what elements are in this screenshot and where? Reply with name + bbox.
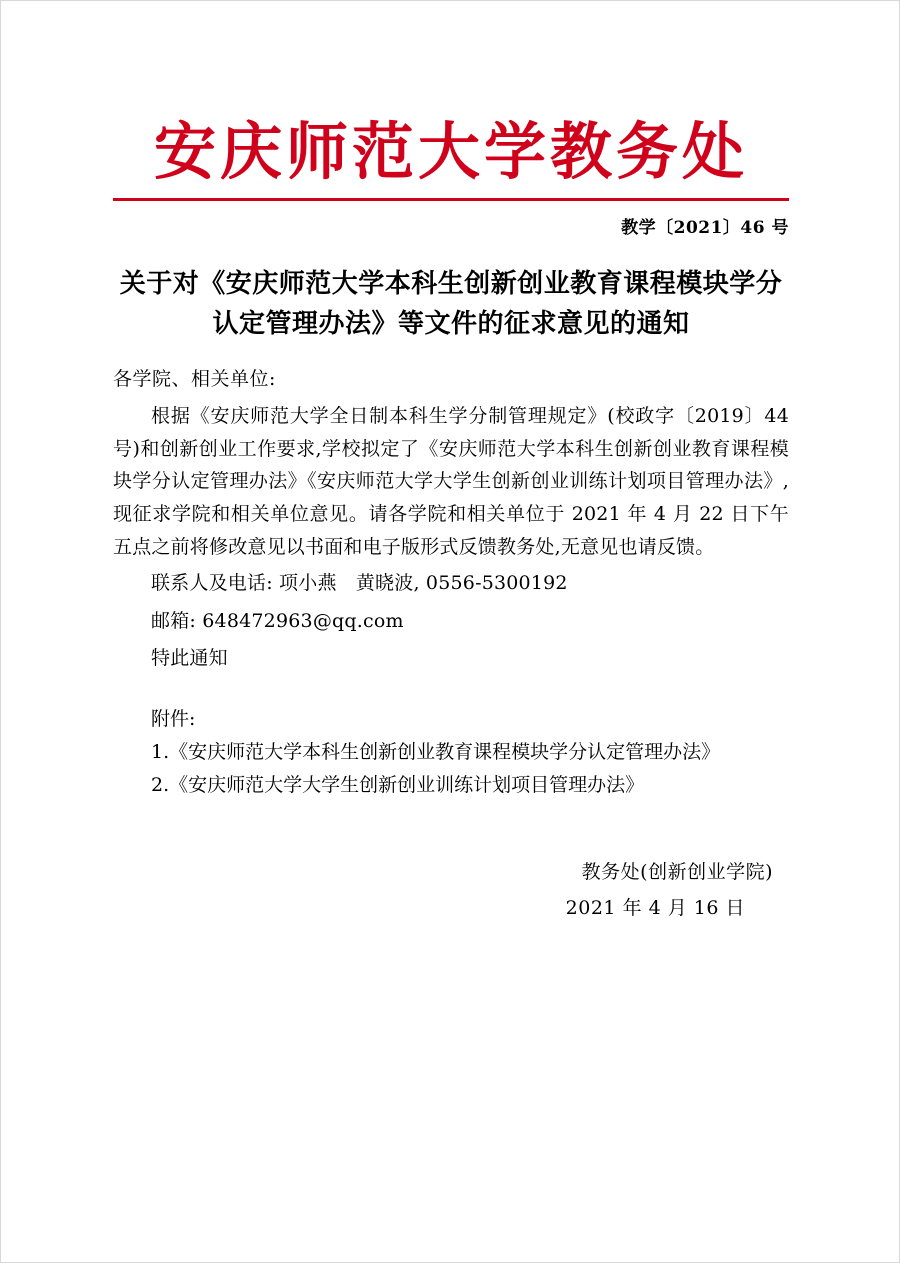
signature-date: 2021 年 4 月 16 日 xyxy=(565,896,745,919)
page-title: 关于对《安庆师范大学本科生创新创业教育课程模块学分认定管理办法》等文件的征求意见的通知 xyxy=(119,269,783,340)
signature-block xyxy=(113,854,789,926)
body-paragraph: 根据《安庆师范大学全日制本科生学分制管理规定》(校政字〔2019〕44 号)和创新创业工作要求,学校拟定了《安庆师范大学本科生创新创业教育课程模块学分认定管理办法》《安庆师范大学大学生创新创业训练计划项目管理办法》,现征求学院和相关单位意见。请各学院和相关单位于 2021 年 4 月 22 日下午五点之前将修改意见以书面和电子版形式反馈教务处,无意见也请反馈。 xyxy=(113,405,789,558)
salutation: 各学院、相关单位: xyxy=(113,367,276,390)
spacer xyxy=(113,675,789,701)
contact-line: 联系人及电话: 项小燕 黄晓波, 0556-5300192 xyxy=(151,572,568,595)
closing-line: 特此通知 xyxy=(151,646,228,669)
document-number: 教学〔2021〕46 号 xyxy=(621,218,789,239)
attachment-item-1: 1.《安庆师范大学本科生创新创业教育课程模块学分认定管理办法》 xyxy=(151,741,721,764)
email-line: 邮箱: 648472963@qq.com xyxy=(151,609,404,632)
document-content xyxy=(113,1,789,926)
signature-organization: 教务处(创新创业学院) xyxy=(581,860,773,883)
issuing-organization-title: 安庆师范大学教务处 xyxy=(153,115,748,188)
letterhead-divider xyxy=(113,198,789,201)
attachment-item-2: 2.《安庆师范大学大学生创新创业训练计划项目管理办法》 xyxy=(151,774,645,797)
letterhead xyxy=(113,1,789,238)
attachments-label: 附件: xyxy=(151,708,196,731)
